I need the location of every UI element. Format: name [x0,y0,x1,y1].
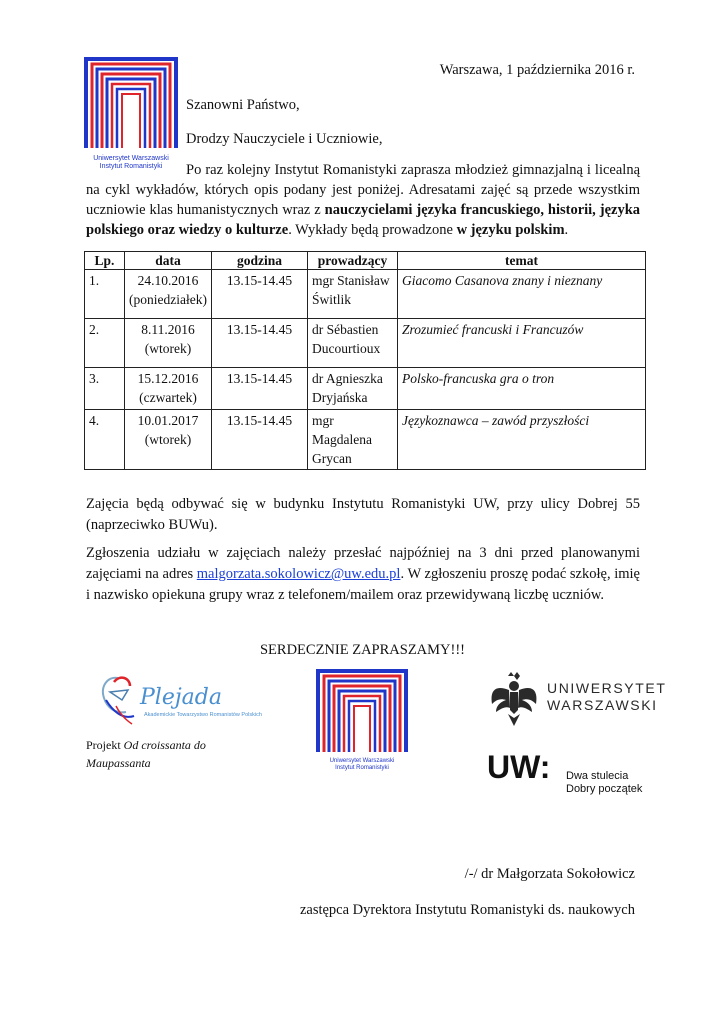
cell-lecturer: dr Sébastien Ducourtioux [307,319,397,368]
cell-topic: Zrozumieć francuski i Francuzów [397,319,645,368]
cell-time: 13.15-14.45 [211,270,307,319]
cell-date: 8.11.2016 (wtorek) [125,319,212,368]
institute-logo-small [315,668,409,774]
salutation-line-2: Drodzy Nauczyciele i Uczniowie, [186,131,383,147]
project-title: Od croissanta do Maupassanta [86,738,206,770]
uw-eagle-icon [488,670,540,728]
cell-date: 24.10.2016 (poniedziałek) [125,270,212,319]
header-topic: temat [397,252,645,270]
cell-time: 13.15-14.45 [211,319,307,368]
invitation-heading: SERDECZNIE ZAPRASZAMY!!! [259,642,465,658]
header-lp: Lp. [85,252,125,270]
cell-lecturer: mgr Magdalena Grycan [307,410,397,470]
intro-bold-subjects: nauczycielami języka francuskiego, historii, języka polskiego oraz wiedzy o kulturze [86,202,641,238]
header-date: data [125,252,212,270]
salutation-line-1: Szanowni Państwo, [186,97,300,113]
cell-topic: Giacomo Casanova znany i nieznany [397,270,645,319]
cell-date: 15.12.2016 (czwartek) [125,368,212,410]
logo-caption-1: Uniwersytet Warszawski [93,155,169,162]
uw-name: UNIWERSYTET WARSZAWSKI [547,680,667,713]
table-row [85,270,646,319]
institute-logo [84,56,178,176]
plejada-name: Plejada [140,685,222,710]
header-time: godzina [211,252,307,270]
date-line: Warszawa, 1 października 2016 r. [439,62,635,78]
cell-lecturer: mgr Stanisław Świtlik [307,270,397,319]
svg-text:UW:: UW: [487,749,551,785]
location-paragraph: Zajęcia będą odbywać się w budynku Instytutu Romanistyki UW, przy ulicy Dobrej 55 (naprzeciwko BUWu). [86,496,640,533]
cell-lp: 2. [85,319,125,368]
cell-time: 13.15-14.45 [211,410,307,470]
cell-lp: 1. [85,270,125,319]
plejada-logo [96,670,262,732]
table-row [85,368,646,410]
logo-small-caption-1: Uniwersytet Warszawski [329,758,395,764]
table-row [85,319,646,368]
table-header-row [85,252,646,270]
cell-lp: 3. [85,368,125,410]
lecture-schedule-table [84,251,646,470]
signature-name: /-/ dr Małgorzata Sokołowicz [464,866,635,882]
intro-bold-language: w języku polskim [456,222,565,238]
cell-time: 13.15-14.45 [211,368,307,410]
registration-paragraph: Zgłoszenia udziału w zajęciach należy przesłać najpóźniej na 3 dni przed planowanymi zajęciami na adres malgorzata.sokolowicz@uw.edu.pl. W zgłoszeniu proszę podać szkołę, imię i nazwisko opiekuna grupy wraz z telefonem/mailem oraz przewidywaną liczbę uczniów. [86,545,640,603]
uw-monogram [487,748,559,785]
project-caption: Projekt Od croissanta do Maupassanta [86,738,206,770]
logo-caption-2: Instytut Romanistyki [99,163,163,170]
cell-topic: Polsko-francuska gra o tron [397,368,645,410]
email-link[interactable]: malgorzata.sokolowicz@uw.edu.pl [196,566,401,582]
cell-date: 10.01.2017 (wtorek) [125,410,212,470]
plejada-subtitle: Akademickie Towarzystwo Romanistów Polskich [144,712,262,718]
cell-topic: Językoznawca – zawód przyszłości [397,410,645,470]
cell-lecturer: dr Agnieszka Dryjańska [307,368,397,410]
cell-lp: 4. [85,410,125,470]
uw-slogan: Dwa stulecia Dobry początek [566,770,643,795]
signature-role: zastępca Dyrektora Instytutu Romanistyki ds. naukowych [299,902,635,918]
table-row [85,410,646,470]
header-lecturer: prowadzący [307,252,397,270]
logo-small-caption-2: Instytut Romanistyki [335,765,389,771]
intro-paragraph: Po raz kolejny Instytut Romanistyki zaprasza młodzież gimnazjalną i licealną na cykl wykładów, których opis podany jest poniżej. Adresatami zajęć są przede wszystkim uczniowie klas humanistycznych wraz z nauczycielami języka francuskiego, historii, języka polskiego oraz wiedzy o kulturze. Wykłady będą prowadzone w języku polskim. [86,162,641,238]
